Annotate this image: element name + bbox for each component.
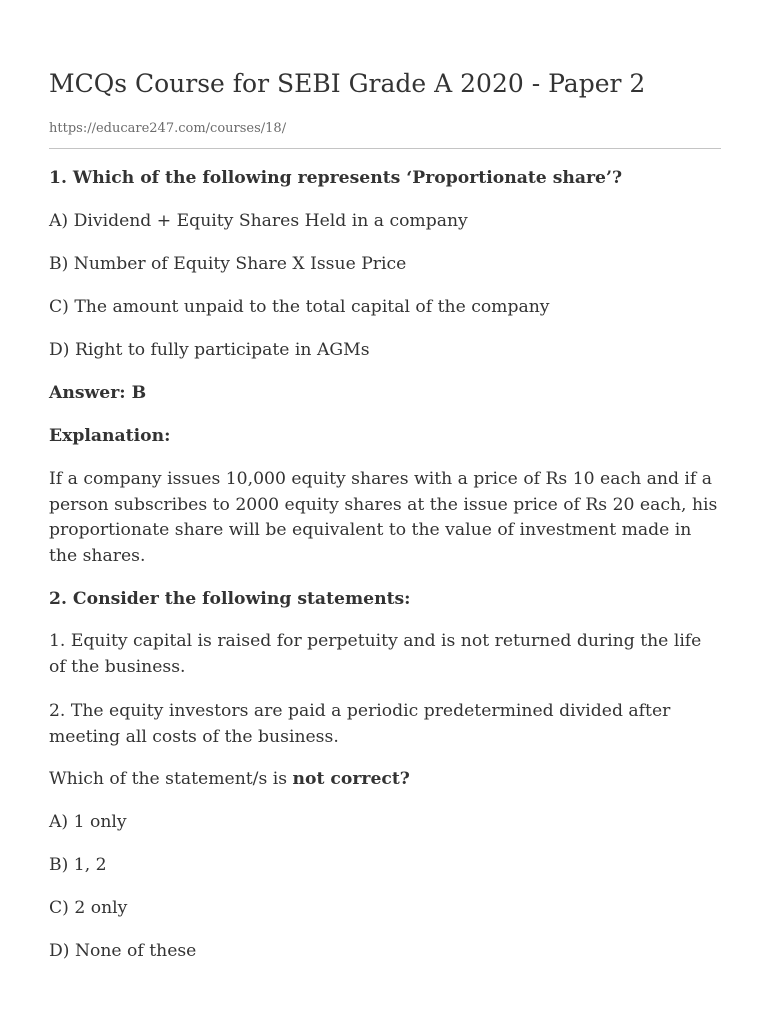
- question-2-statement-2: meeting all costs of the business.: [49, 726, 339, 747]
- question-1-explanation-line: If a company issues 10,000 equity shares with a price of Rs 10 each and if a: [49, 469, 712, 489]
- document-title: MCQs Course for SEBI Grade A 2020 - Paper 2: [49, 69, 646, 98]
- question-2-prompt-prefix: Which of the statement/s is: [49, 769, 293, 789]
- question-2-text: 2. Consider the following statements:: [49, 589, 411, 609]
- question-2-statement-2: 2. The equity investors are paid a periodic predetermined divided after: [49, 701, 671, 721]
- question-1-explanation-line: person subscribes to 2000 equity shares at the issue price of Rs 20 each, his: [49, 494, 718, 515]
- question-2-option-d: D) None of these: [49, 941, 197, 961]
- question-1-option-a: A) Dividend + Equity Shares Held in a company: [49, 211, 468, 231]
- question-2-prompt-emphasis: not correct?: [292, 769, 410, 789]
- question-1-option-c: C) The amount unpaid to the total capital of the company: [49, 297, 550, 317]
- question-2-option-c: C) 2 only: [49, 898, 128, 918]
- question-1-answer: Answer: B: [49, 383, 147, 403]
- question-2-option-b: B) 1, 2: [49, 855, 107, 875]
- question-2-statement-1: 1. Equity capital is raised for perpetuity and is not returned during the life: [49, 631, 702, 651]
- question-1-explanation-line: the shares.: [49, 545, 146, 566]
- question-1-explanation-line: proportionate share will be equivalent to the value of investment made in: [49, 520, 692, 541]
- question-2-statement-1: of the business.: [49, 656, 186, 677]
- question-1-explanation-label: Explanation:: [49, 426, 171, 446]
- question-1-option-d: D) Right to fully participate in AGMs: [49, 340, 370, 360]
- source-url: https://educare247.com/courses/18/: [49, 121, 287, 136]
- question-2-prompt: [49, 767, 721, 793]
- question-1-option-b: B) Number of Equity Share X Issue Price: [49, 254, 407, 274]
- question-2-option-a: A) 1 only: [49, 812, 127, 832]
- question-1-text: 1. Which of the following represents ‘Proportionate share’?: [49, 168, 623, 188]
- header-divider: [49, 148, 721, 149]
